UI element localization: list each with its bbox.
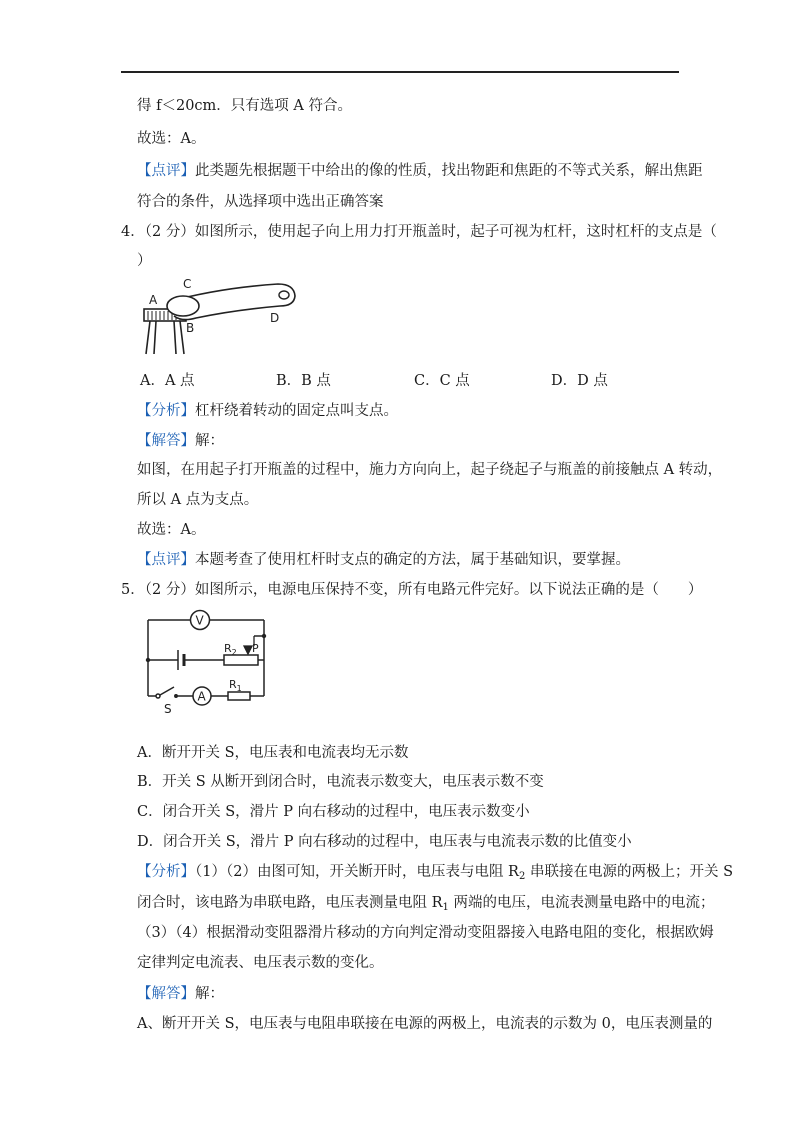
review-text: 此类题先根据题干中给出的像的性质，找出物距和焦距的不等式关系，解出焦距 xyxy=(195,163,703,179)
q5-solution xyxy=(137,984,224,1004)
q4-option-c: C．C 点 xyxy=(414,373,470,389)
q4-bottle-opener-figure xyxy=(138,276,308,358)
analysis-text: 串联接在电源的两极上；开关 S xyxy=(525,864,734,880)
q4-solution-line1: 如图，在用起子打开瓶盖的过程中，施力方向向上，起子绕起子与瓶盖的前接触点 A 转动， xyxy=(137,462,723,478)
q5-solution-line1: A、断开开关 S，电压表与电阻串联接在电源的两极上，电流表的示数为 0，电压表测量的 xyxy=(137,1016,713,1032)
r2-label: $R_2$ xyxy=(224,642,237,657)
q5-analysis xyxy=(137,862,733,882)
analysis-text: （1）（2）由图可知，开关断开时，电压表与电阻 R xyxy=(195,864,519,880)
review-tag: 【点评】 xyxy=(137,163,195,179)
question-stem-text: （2 分）如图所示，使用起子向上用力打开瓶盖时，起子可视为杠杆，这时杠杆的支点是（ xyxy=(144,224,717,240)
header-rule xyxy=(121,71,679,73)
analysis-text: 杠杆绕着转动的固定点叫支点。 xyxy=(195,403,398,419)
label-a: A xyxy=(149,293,158,307)
junction-dot xyxy=(146,658,150,662)
q5-circuit-diagram xyxy=(140,606,276,716)
subscript: 1 xyxy=(442,902,449,913)
question-number: 4． xyxy=(121,224,145,240)
q4-option-a: A．A 点 xyxy=(140,373,195,389)
q4-review xyxy=(137,550,630,570)
q5-option-a: A．断开开关 S，电压表和电流表均无示数 xyxy=(137,745,409,761)
bottle-neck xyxy=(146,321,184,354)
q3-review-line2: 符合的条件，从选择项中选出正确答案 xyxy=(137,194,384,210)
q4-analysis xyxy=(137,401,398,421)
analysis-tag: 【分析】 xyxy=(137,864,195,880)
subscript: 2 xyxy=(518,871,526,882)
label-d: D xyxy=(270,311,280,325)
q4-option-d: D．D 点 xyxy=(551,373,608,389)
ammeter-label: A xyxy=(197,689,206,704)
label-b: B xyxy=(186,321,195,335)
review-tag: 【点评】 xyxy=(137,552,195,568)
solution-tag: 【解答】 xyxy=(137,986,195,1002)
q3-answer: 故选：A。 xyxy=(137,131,206,147)
resistor-r1 xyxy=(228,692,250,700)
q3-review xyxy=(137,161,703,181)
switch-label: S xyxy=(164,702,172,716)
solution-head: 解： xyxy=(195,986,224,1002)
p-label: P xyxy=(252,642,259,655)
q4-answer: 故选：A。 xyxy=(137,522,206,538)
q3-text-line: 得 f＜20cm．只有选项 A 符合。 xyxy=(137,98,352,114)
opener-hook xyxy=(167,296,199,316)
analysis-text: 闭合时，该电路为串联电路，电压表测量电阻 R xyxy=(137,895,443,911)
analysis-text: 两端的电压，电流表测量电路中的电流； xyxy=(448,895,715,911)
battery xyxy=(178,650,184,670)
question-stem-text: （2 分）如图所示，电源电压保持不变，所有电路元件完好。以下说法正确的是（ ） xyxy=(144,582,703,598)
solution-tag: 【解答】 xyxy=(137,433,195,449)
q5-option-b: B．开关 S 从断开到闭合时，电流表示数变大，电压表示数不变 xyxy=(137,774,544,790)
q4-solution xyxy=(137,431,224,451)
q4-stem-line2: ） xyxy=(137,253,152,269)
voltmeter-label: V xyxy=(195,613,204,628)
switch-s xyxy=(156,687,177,698)
analysis-tag: 【分析】 xyxy=(137,403,195,419)
opener-hole xyxy=(279,291,289,299)
q5-analysis-line3: （3）（4）根据滑动变阻器滑片移动的方向判定滑动变阻器接入电路电阻的变化，根据欧姆 xyxy=(137,925,714,941)
q5-stem xyxy=(121,580,702,600)
r1-label: $R_1$ xyxy=(229,678,242,693)
question-number: 5． xyxy=(121,582,145,598)
junction-dot xyxy=(262,634,266,638)
q5-option-c: C．闭合开关 S，滑片 P 向右移动的过程中，电压表示数变小 xyxy=(137,804,530,820)
q5-analysis-line2 xyxy=(137,893,715,913)
q4-option-b: B．B 点 xyxy=(276,373,331,389)
rheostat-r2 xyxy=(224,655,258,665)
q5-analysis-line4: 定律判定电流表、电压表示数的变化。 xyxy=(137,955,384,971)
review-text: 本题考查了使用杠杆时支点的确定的方法，属于基础知识，要掌握。 xyxy=(195,552,630,568)
solution-head: 解： xyxy=(195,433,224,449)
q5-option-d: D．闭合开关 S，滑片 P 向右移动的过程中，电压表与电流表示数的比值变小 xyxy=(137,834,632,850)
q4-stem xyxy=(121,222,717,242)
label-c: C xyxy=(183,277,192,291)
q4-solution-line2: 所以 A 点为支点。 xyxy=(137,492,259,508)
